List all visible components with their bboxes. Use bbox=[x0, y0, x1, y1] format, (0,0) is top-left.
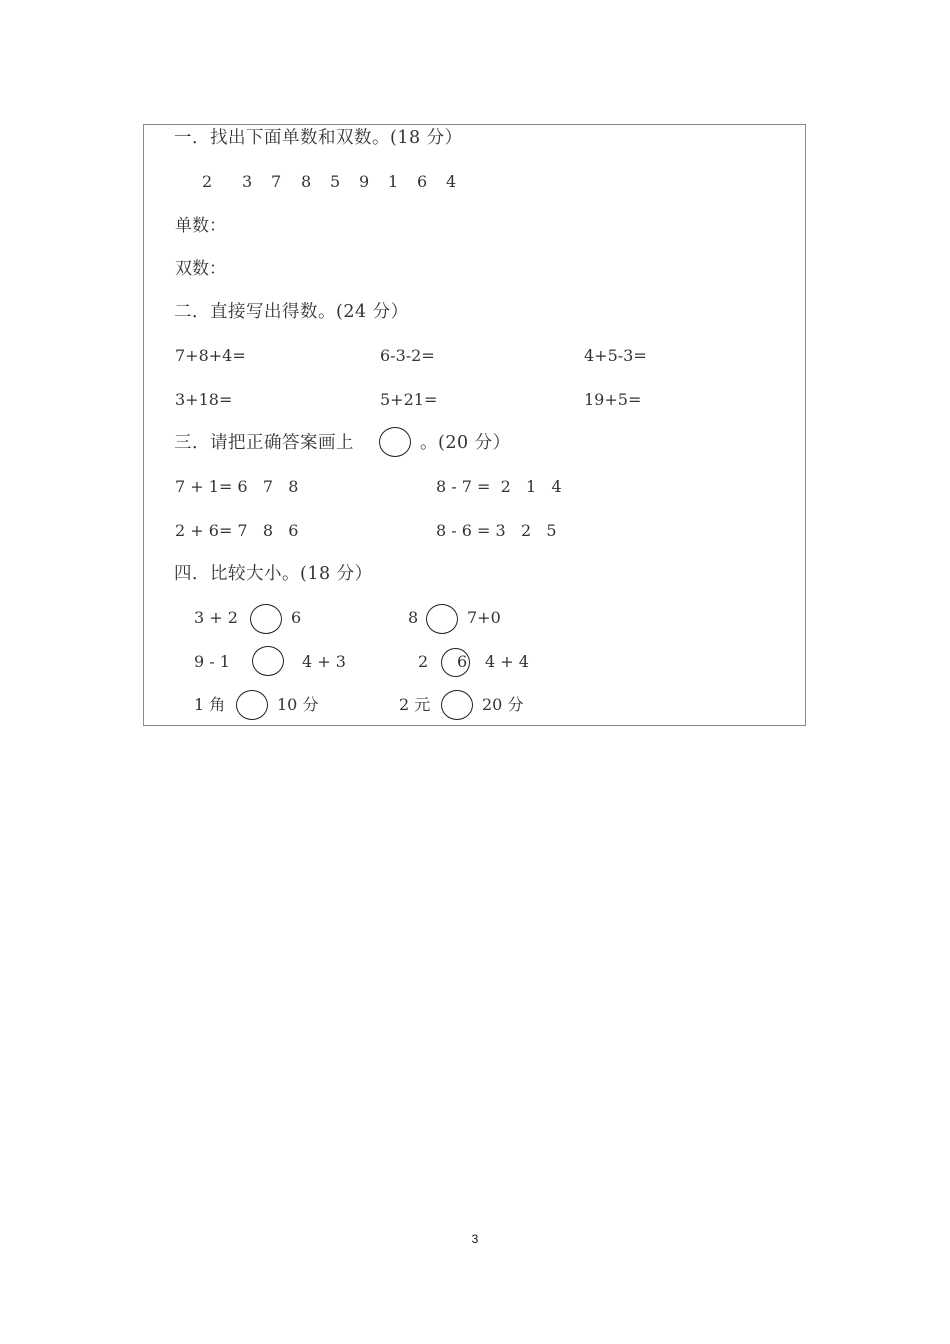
number-item: 2 bbox=[202, 172, 213, 191]
problem: 7+8+4= bbox=[175, 346, 246, 365]
compare-circle bbox=[236, 690, 268, 720]
compare-left: 9 - 1 bbox=[194, 652, 230, 671]
number-item: 6 bbox=[417, 172, 428, 191]
number-item: 1 bbox=[388, 172, 399, 191]
compare-circle bbox=[252, 646, 284, 676]
choice-row: 2 + 6= 7 8 6 bbox=[175, 521, 299, 540]
compare-right: 4 + 3 bbox=[302, 652, 346, 671]
problem: 3+18= bbox=[175, 390, 233, 409]
number-item: 8 bbox=[301, 172, 312, 191]
compare-left: 2 bbox=[418, 652, 429, 671]
number-item: 9 bbox=[359, 172, 370, 191]
section-3-title-suffix: 。(20 分） bbox=[420, 433, 511, 453]
section-3-title: 三．请把正确答案画上 bbox=[174, 433, 354, 453]
choice-row: 8 - 7 = 2 1 4 bbox=[436, 477, 562, 496]
compare-circle bbox=[441, 690, 473, 720]
compare-mid: 6 bbox=[457, 652, 468, 671]
problem: 19+5= bbox=[584, 390, 642, 409]
problem: 5+21= bbox=[380, 390, 438, 409]
section-4-title: 四．比较大小。(18 分） bbox=[174, 564, 373, 584]
problem: 6-3-2= bbox=[380, 346, 435, 365]
number-item: 5 bbox=[330, 172, 341, 191]
compare-right: 10 分 bbox=[277, 695, 319, 714]
compare-right: 6 bbox=[291, 608, 302, 627]
compare-right: 20 分 bbox=[482, 695, 524, 714]
number-item: 3 bbox=[242, 172, 253, 191]
compare-left: 2 元 bbox=[399, 695, 431, 714]
worksheet bbox=[143, 124, 806, 726]
number-item: 7 bbox=[271, 172, 282, 191]
section-2-title: 二．直接写出得数。(24 分） bbox=[174, 302, 409, 322]
compare-left: 8 bbox=[408, 608, 419, 627]
choice-row: 8 - 6 = 3 2 5 bbox=[436, 521, 557, 540]
section-1-title: 一．找出下面单数和双数。(18 分） bbox=[174, 128, 463, 148]
compare-right: 4 + 4 bbox=[485, 652, 529, 671]
compare-right: 7+0 bbox=[467, 608, 501, 627]
even-label: 双数： bbox=[175, 259, 226, 279]
compare-circle bbox=[426, 604, 458, 634]
compare-left: 3 + 2 bbox=[194, 608, 238, 627]
odd-label: 单数： bbox=[175, 216, 226, 236]
compare-left: 1 角 bbox=[194, 695, 226, 714]
page-number: 3 bbox=[471, 1232, 479, 1246]
choice-row: 7 + 1= 6 7 8 bbox=[175, 477, 299, 496]
circle-symbol bbox=[379, 427, 411, 457]
compare-circle bbox=[250, 604, 282, 634]
number-item: 4 bbox=[446, 172, 457, 191]
problem: 4+5-3= bbox=[584, 346, 647, 365]
